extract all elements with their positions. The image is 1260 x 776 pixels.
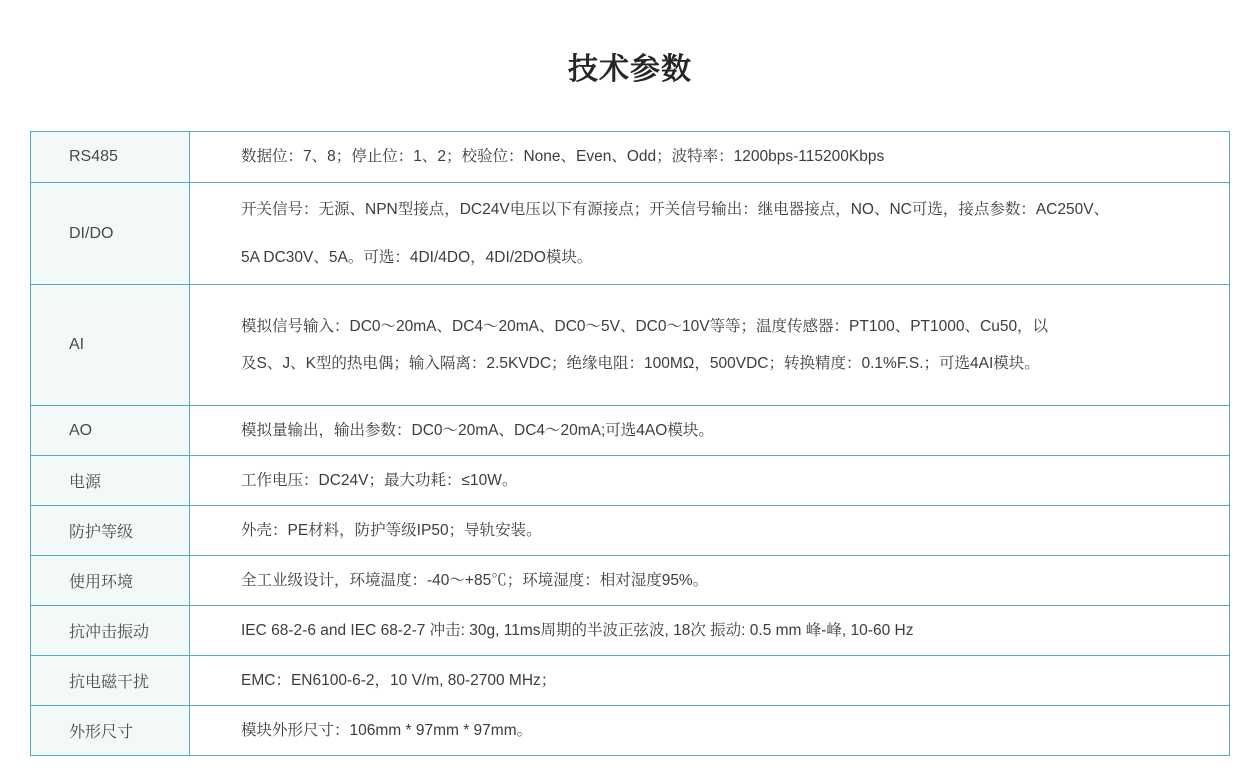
- row-description: [190, 506, 1230, 556]
- page-title: 技术参数: [568, 53, 692, 86]
- table-row: [31, 285, 1230, 406]
- description-line: 外壳：PE材料，防护等级IP50；导轨安装。: [241, 521, 542, 539]
- row-label: 电源: [31, 456, 190, 506]
- row-description: [190, 556, 1230, 606]
- row-description: [190, 406, 1230, 456]
- table-row: [31, 456, 1230, 506]
- description-line: 及S、J、K型的热电偶；输入隔离：2.5KVDC；绝缘电阻：100MΩ，500VDC；转换精度：0.1%F.S.；可选4AI模块。: [241, 355, 1040, 372]
- table-row: [31, 656, 1230, 706]
- row-description: [190, 456, 1230, 506]
- row-label: RS485: [31, 132, 190, 183]
- description-line: 数据位：7、8；停止位：1、2；校验位：None、Even、Odd；波特率：1200bps-115200Kbps: [241, 148, 885, 165]
- row-description: [190, 656, 1230, 706]
- row-description: [190, 606, 1230, 656]
- table-row: [31, 132, 1230, 183]
- description-line: EMC：EN6100-6-2，10 V/m, 80-2700 MHz；: [241, 671, 557, 689]
- table-row: [31, 556, 1230, 606]
- row-description: [190, 183, 1230, 285]
- table-row: [31, 606, 1230, 656]
- table-row: [31, 183, 1230, 285]
- description-line: 开关信号：无源、NPN型接点，DC24V电压以下有源接点；开关信号输出：继电器接点，NO、NC可选，接点参数：AC250V、: [241, 200, 1110, 218]
- row-label: DI/DO: [31, 183, 190, 285]
- row-label: AI: [31, 285, 190, 406]
- table-row: [31, 706, 1230, 756]
- description-line: 5A DC30V、5A。可选：4DI/4DO，4DI/2DO模块。: [241, 248, 593, 266]
- description-line: IEC 68-2-6 and IEC 68-2-7 冲击: 30g, 11ms周期的半波正弦波, 18次 振动: 0.5 mm 峰-峰, 10-60 Hz: [241, 621, 914, 639]
- description-line: 全工业级设计，环境温度：-40～+85℃；环境湿度：相对湿度95%。: [241, 571, 709, 589]
- row-label: 使用环境: [31, 556, 190, 606]
- row-description: [190, 285, 1230, 406]
- table-row: [31, 406, 1230, 456]
- description-line: 模拟量输出，输出参数：DC0～20mA、DC4～20mA;可选4AO模块。: [241, 421, 714, 439]
- description-line: 模块外形尺寸：106mm * 97mm * 97mm。: [241, 721, 533, 739]
- row-description: [190, 706, 1230, 756]
- row-description: [190, 132, 1230, 183]
- row-label: 抗电磁干扰: [31, 656, 190, 706]
- row-label: 外形尺寸: [31, 706, 190, 756]
- table-row: [31, 506, 1230, 556]
- description-line: 工作电压：DC24V；最大功耗：≤10W。: [241, 471, 518, 489]
- row-label: 防护等级: [31, 506, 190, 556]
- row-label: 抗冲击振动: [31, 606, 190, 656]
- row-label: AO: [31, 406, 190, 456]
- spec-table: [30, 131, 1230, 756]
- spec-table-body: [31, 132, 1230, 756]
- description-line: 模拟信号输入：DC0～20mA、DC4～20mA、DC0～5V、DC0～10V等等；温度传感器：PT100、PT1000、Cu50，以: [241, 318, 1049, 335]
